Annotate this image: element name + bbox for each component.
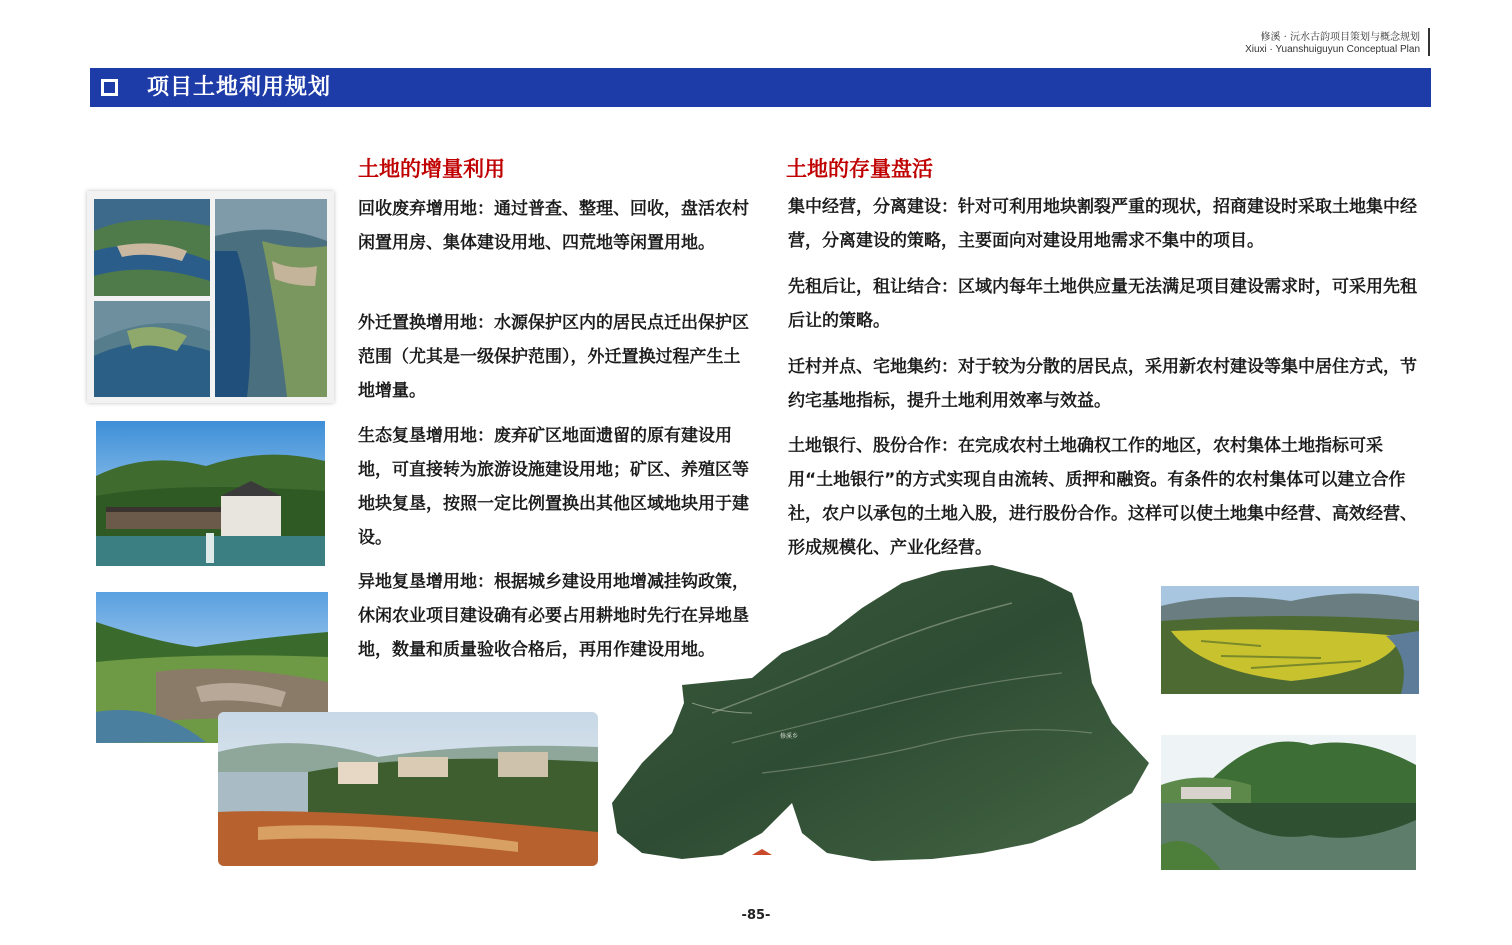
left-item-4-text: 根据城乡建设用地增减挂钩政策，休闲农业项目建设确有必要占用耕地时先行在异地垦地，数量和质量验收合格后，再用作建设用地。 [358,572,749,660]
left-item-4-lead: 异地复垦增用地： [358,572,494,592]
lake-hill-photo [1161,735,1416,870]
left-item-2-text: 水源保护区内的居民点迁出保护区范围（尤其是一级保护范围），外迁置换过程产生土地增量。 [358,313,749,401]
square-bullet-icon [101,79,118,96]
header-divider [1428,28,1430,56]
right-item-3 [788,350,1418,418]
left-section-heading: 土地的增量利用 [358,157,505,181]
right-item-3-text: 对于较为分散的居民点，采用新农村建设等集中居住方式，节约宅基地指标，提升土地利用效率与效益。 [788,357,1417,411]
right-item-4-lead: 土地银行、股份合作： [788,436,958,456]
aerial-collage-photo [87,191,334,403]
left-item-3-lead: 生态复垦增用地： [358,426,494,446]
left-item-1-lead: 回收废弃增用地： [358,199,494,219]
right-item-1 [788,190,1418,258]
right-item-2-lead: 先租后让，租让结合： [788,277,958,297]
lakeside-town-photo [218,712,598,866]
map-place-label: 修溪乡 [780,733,799,740]
right-item-2-text: 区域内每年土地供应量无法满足项目建设需求时，可采用先租后让的策略。 [788,277,1417,331]
satellite-map [612,563,1152,863]
right-section-heading: 土地的存量盘活 [786,157,933,181]
right-item-1-text: 针对可利用地块割裂严重的现状，招商建设时采取土地集中经营，分离建设的策略，主要面向对建设用地需求不集中的项目。 [788,197,1417,251]
left-item-1 [358,192,750,260]
page-title: 项目土地利用规划 [147,75,332,100]
right-item-4-text: 在完成农村土地确权工作的地区，农村集体土地指标可采用“土地银行”的方式实现自由流转、质押和融资。有条件的农村集体可以建立合作社，农户以承包的土地入股，进行股份合作。这样可以使土地集中经营、高效经营、形成规模化、产业化经营。 [788,436,1417,558]
title-band [90,68,1431,107]
village-bridge-photo [96,421,325,566]
left-item-1-text: 通过普查、整理、回收，盘活农村闲置用房、集体建设用地、四荒地等闲置用地。 [358,199,749,253]
project-name-en: Xiuxi · Yuanshuiguyun Conceptual Plan [1245,44,1420,55]
left-item-2-lead: 外迁置换增用地： [358,313,494,333]
right-item-2 [788,270,1418,338]
left-item-2 [358,306,750,408]
right-item-1-lead: 集中经营，分离建设： [788,197,958,217]
project-name-cn: 修溪 · 沅水古韵项目策划与概念规划 [1260,32,1420,43]
header-project-name [1245,32,1420,56]
left-item-3-text: 废弃矿区地面遗留的原有建设用地，可直接转为旅游设施建设用地；矿区、养殖区等地块复垦，按照一定比例置换出其他区域地块用于建设。 [358,426,749,548]
page-number: -85- [741,908,771,923]
left-item-3 [358,419,758,555]
rapeseed-field-photo [1161,586,1419,694]
right-item-4 [788,429,1418,565]
right-item-3-lead: 迁村并点、宅地集约： [788,357,958,377]
